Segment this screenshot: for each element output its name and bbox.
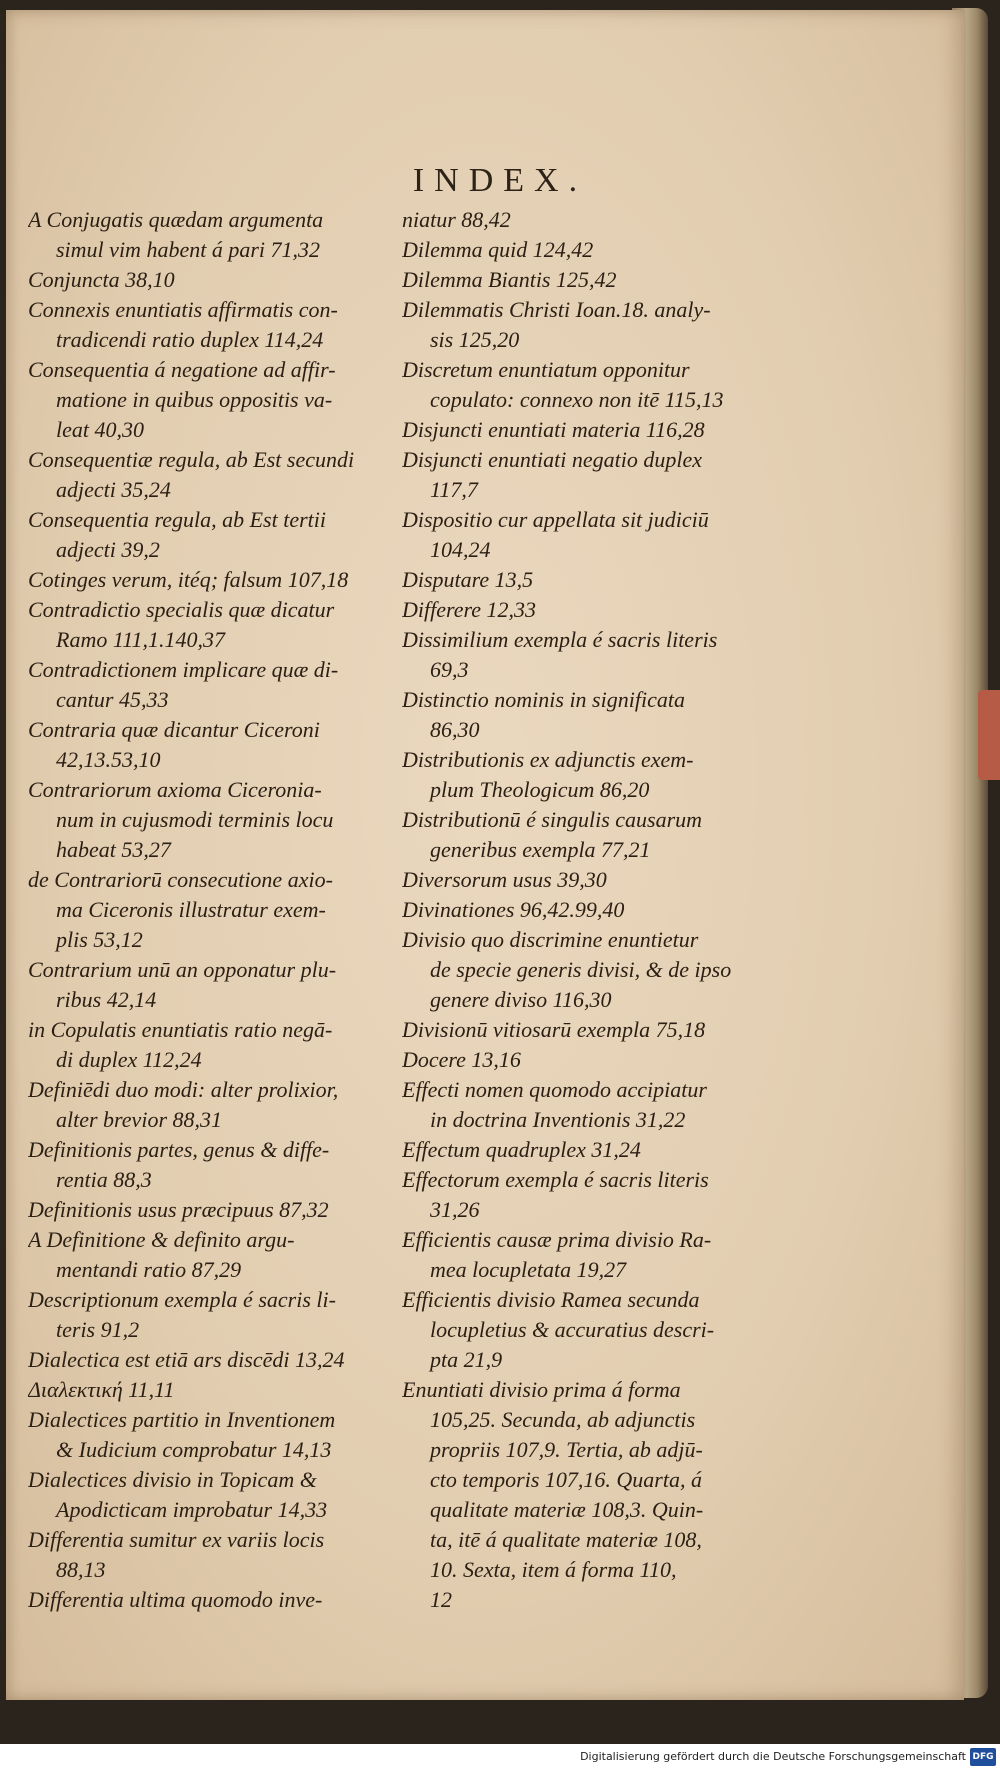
index-entry-line: habeat 53,27 bbox=[56, 837, 171, 862]
index-entry bbox=[28, 1375, 400, 1405]
index-entry bbox=[402, 1285, 770, 1375]
index-entry-line: simul vim habent á pari 71,32 bbox=[56, 237, 320, 262]
index-entry-line: in Copulatis enuntiatis ratio negā- bbox=[28, 1017, 333, 1042]
index-entry-line: ma Ciceronis illustratur exem- bbox=[56, 897, 326, 922]
index-entry-line: Conjuncta 38,10 bbox=[28, 267, 175, 292]
index-entry-line: Divisio quo discrimine enuntietur bbox=[402, 927, 699, 952]
index-entry-line: num in cujusmodi terminis locu bbox=[56, 807, 334, 832]
index-entry-line: 42,13.53,10 bbox=[56, 747, 161, 772]
index-entry-line: Consequentia regula, ab Est tertii bbox=[28, 507, 326, 532]
index-entry-line: A Definitione & definito argu- bbox=[28, 1227, 295, 1252]
index-entry bbox=[28, 865, 400, 955]
index-entry bbox=[28, 1225, 400, 1285]
index-entry bbox=[28, 1405, 400, 1465]
index-column-right bbox=[402, 205, 770, 1615]
index-entry-line: Definiēdi duo modi: alter prolixior, bbox=[28, 1077, 339, 1102]
index-entry bbox=[28, 295, 400, 355]
index-entry-line: Contrariorum axioma Ciceronia- bbox=[28, 777, 322, 802]
index-entry-line: Apodicticam improbatur 14,33 bbox=[56, 1497, 328, 1522]
index-entry bbox=[28, 565, 400, 595]
index-entry bbox=[28, 1015, 400, 1075]
index-entry bbox=[402, 895, 770, 925]
index-entry-line: Definitionis usus præcipuus 87,32 bbox=[28, 1197, 329, 1222]
index-entry bbox=[28, 1585, 400, 1615]
index-entry-line: plum Theologicum 86,20 bbox=[430, 777, 650, 802]
index-entry-line: Contraria quæ dicantur Ciceroni bbox=[28, 717, 320, 742]
index-entry-line: adjecti 35,24 bbox=[56, 477, 171, 502]
index-entry-line: Efficientis divisio Ramea secunda bbox=[402, 1287, 700, 1312]
index-entry-line: matione in quibus oppositis va- bbox=[56, 387, 333, 412]
index-entry-line: Divinationes 96,42.99,40 bbox=[402, 897, 625, 922]
index-entry-line: generibus exempla 77,21 bbox=[430, 837, 651, 862]
index-entry-line: cantur 45,33 bbox=[56, 687, 169, 712]
index-entry-line: Disjuncti enuntiati negatio duplex bbox=[402, 447, 703, 472]
index-entry-line: Differentia ultima quomodo inve- bbox=[28, 1587, 323, 1612]
index-entry-line: Effectorum exempla é sacris literis bbox=[402, 1167, 709, 1192]
dfg-logo: DFG bbox=[970, 1748, 996, 1766]
index-entry-line: adjecti 39,2 bbox=[56, 537, 160, 562]
index-entry-line: Efficientis causæ prima divisio Ra- bbox=[402, 1227, 712, 1252]
index-entry-line: Enuntiati divisio prima á forma bbox=[402, 1377, 681, 1402]
index-entry bbox=[28, 1195, 400, 1225]
index-entry-line: Docere 13,16 bbox=[402, 1047, 521, 1072]
index-entry bbox=[402, 265, 770, 295]
index-entry bbox=[28, 655, 400, 715]
index-entry-line: 31,26 bbox=[430, 1197, 480, 1222]
index-entry-line: Contrarium unū an opponatur plu- bbox=[28, 957, 337, 982]
index-entry-line: Contradictio specialis quæ dicatur bbox=[28, 597, 335, 622]
index-entry-line: pta 21,9 bbox=[430, 1347, 503, 1372]
index-entry-line: ribus 42,14 bbox=[56, 987, 157, 1012]
page-heading: INDEX. bbox=[412, 162, 588, 199]
index-entry bbox=[402, 1045, 770, 1075]
index-entry bbox=[402, 625, 770, 685]
index-entry-line: locupletius & accuratius descri- bbox=[430, 1317, 715, 1342]
index-entry-line: Connexis enuntiatis affirmatis con- bbox=[28, 297, 338, 322]
index-entry-line: Dialectices divisio in Topicam & bbox=[28, 1467, 317, 1492]
index-entry-line: rentia 88,3 bbox=[56, 1167, 152, 1192]
index-entry bbox=[28, 1465, 400, 1525]
index-entry-line: Distinctio nominis in significata bbox=[402, 687, 685, 712]
index-entry-line: & Iudicium comprobatur 14,13 bbox=[56, 1437, 332, 1462]
index-entry bbox=[402, 505, 770, 565]
index-entry bbox=[402, 205, 770, 235]
index-entry bbox=[402, 235, 770, 265]
index-entry-line: Contradictionem implicare quæ di- bbox=[28, 657, 339, 682]
index-entry-line: niatur 88,42 bbox=[402, 207, 511, 232]
index-entry-line: mentandi ratio 87,29 bbox=[56, 1257, 242, 1282]
index-entry-line: teris 91,2 bbox=[56, 1317, 140, 1342]
index-entry bbox=[402, 1135, 770, 1165]
index-entry bbox=[402, 685, 770, 745]
index-entry bbox=[402, 865, 770, 895]
index-entry-line: sis 125,20 bbox=[430, 327, 520, 352]
index-entry-line: Cotinges verum, itéq; falsum 107,18 bbox=[28, 567, 349, 592]
index-entry bbox=[28, 205, 400, 265]
index-entry-line: Differentia sumitur ex variis locis bbox=[28, 1527, 325, 1552]
index-entry-line: mea locupletata 19,27 bbox=[430, 1257, 627, 1282]
index-entry bbox=[28, 355, 400, 445]
index-entry-line: Dilemmatis Christi Ioan.18. analy- bbox=[402, 297, 711, 322]
index-entry-line: qualitate materiæ 108,3. Quin- bbox=[430, 1497, 704, 1522]
index-entry bbox=[402, 1165, 770, 1225]
index-entry bbox=[28, 595, 400, 655]
index-entry-line: in doctrina Inventionis 31,22 bbox=[430, 1107, 686, 1132]
index-entry-line: Distributionis ex adjunctis exem- bbox=[402, 747, 694, 772]
index-entry-line: di duplex 112,24 bbox=[56, 1047, 202, 1072]
index-entry-line: 86,30 bbox=[430, 717, 480, 742]
index-entry-line: Dissimilium exempla é sacris literis bbox=[402, 627, 718, 652]
index-entry-line: ta, itē á qualitate materiæ 108, bbox=[430, 1527, 702, 1552]
index-entry bbox=[402, 595, 770, 625]
index-entry bbox=[402, 1075, 770, 1135]
index-entry bbox=[28, 445, 400, 505]
index-entry-line: alter brevior 88,31 bbox=[56, 1107, 222, 1132]
index-entry bbox=[28, 775, 400, 865]
index-entry-line: Effecti nomen quomodo accipiatur bbox=[402, 1077, 707, 1102]
digitization-footer bbox=[0, 1744, 1000, 1772]
index-entry-line: Διαλεκτική 11,11 bbox=[28, 1377, 175, 1402]
bookmark-tab bbox=[978, 690, 1000, 780]
index-entry-line: 12 bbox=[430, 1587, 452, 1612]
index-entry bbox=[402, 295, 770, 355]
index-entry bbox=[28, 955, 400, 1015]
index-entry bbox=[28, 505, 400, 565]
index-entry bbox=[28, 1075, 400, 1135]
index-entry-line: 88,13 bbox=[56, 1557, 106, 1582]
index-entry bbox=[402, 355, 770, 415]
index-entry-line: Dispositio cur appellata sit judiciū bbox=[402, 507, 709, 532]
index-entry-line: copulato: connexo non itē 115,13 bbox=[430, 387, 724, 412]
index-entry bbox=[28, 1285, 400, 1345]
index-entry bbox=[402, 415, 770, 445]
index-entry-line: Dialectica est etiā ars discēdi 13,24 bbox=[28, 1347, 345, 1372]
index-entry bbox=[402, 1375, 770, 1615]
index-entry bbox=[402, 745, 770, 805]
index-entry-line: Divisionū vitiosarū exempla 75,18 bbox=[402, 1017, 706, 1042]
index-entry-line: Diversorum usus 39,30 bbox=[402, 867, 607, 892]
index-entry bbox=[28, 1345, 400, 1375]
index-entry-line: Disjuncti enuntiati materia 116,28 bbox=[402, 417, 705, 442]
index-entry-line: plis 53,12 bbox=[56, 927, 143, 952]
index-entry-line: genere diviso 116,30 bbox=[430, 987, 612, 1012]
index-entry bbox=[402, 805, 770, 865]
index-entry-line: Consequentiæ regula, ab Est secundi bbox=[28, 447, 355, 472]
index-entry-line: propriis 107,9. Tertia, ab adjū- bbox=[430, 1437, 703, 1462]
index-entry-line: de Contrariorū consecutione axio- bbox=[28, 867, 333, 892]
index-entry-line: Distributionū é singulis causarum bbox=[402, 807, 703, 832]
index-entry-line: Ramo 111,1.140,37 bbox=[56, 627, 226, 652]
index-entry bbox=[402, 565, 770, 595]
index-entry bbox=[28, 1135, 400, 1195]
index-entry bbox=[402, 445, 770, 505]
index-entry bbox=[28, 265, 400, 295]
index-entry-line: A Conjugatis quædam argumenta bbox=[28, 207, 324, 232]
index-entry-line: Effectum quadruplex 31,24 bbox=[402, 1137, 641, 1162]
index-entry-line: cto temporis 107,16. Quarta, á bbox=[430, 1467, 702, 1492]
index-entry-line: 69,3 bbox=[430, 657, 469, 682]
index-entry-line: leat 40,30 bbox=[56, 417, 144, 442]
index-entry-line: Consequentia á negatione ad affir- bbox=[28, 357, 336, 382]
index-entry-line: Dialectices partitio in Inventionem bbox=[28, 1407, 336, 1432]
footer-credit: Digitalisierung gefördert durch die Deutsche Forschungsgemeinschaft bbox=[580, 1750, 966, 1763]
index-entry-line: 10. Sexta, item á forma 110, bbox=[430, 1557, 677, 1582]
index-entry-line: de specie generis divisi, & de ipso bbox=[430, 957, 732, 982]
index-entry bbox=[402, 1225, 770, 1285]
index-entry bbox=[402, 1015, 770, 1045]
index-entry-line: 117,7 bbox=[430, 477, 478, 502]
index-entry-line: Dilemma quid 124,42 bbox=[402, 237, 594, 262]
index-entry bbox=[402, 925, 770, 1015]
index-entry-line: Definitionis partes, genus & diffe- bbox=[28, 1137, 330, 1162]
index-column-left bbox=[28, 205, 400, 1615]
index-entry bbox=[28, 715, 400, 775]
index-entry-line: Descriptionum exempla é sacris li- bbox=[28, 1287, 336, 1312]
index-entry bbox=[28, 1525, 400, 1585]
index-entry-line: Dilemma Biantis 125,42 bbox=[402, 267, 617, 292]
index-entry-line: Discretum enuntiatum opponitur bbox=[402, 357, 690, 382]
index-entry-line: Differere 12,33 bbox=[402, 597, 537, 622]
index-entry-line: Disputare 13,5 bbox=[402, 567, 534, 592]
index-entry-line: 104,24 bbox=[430, 537, 491, 562]
index-entry-line: tradicendi ratio duplex 114,24 bbox=[56, 327, 324, 352]
index-entry-line: 105,25. Secunda, ab adjunctis bbox=[430, 1407, 696, 1432]
